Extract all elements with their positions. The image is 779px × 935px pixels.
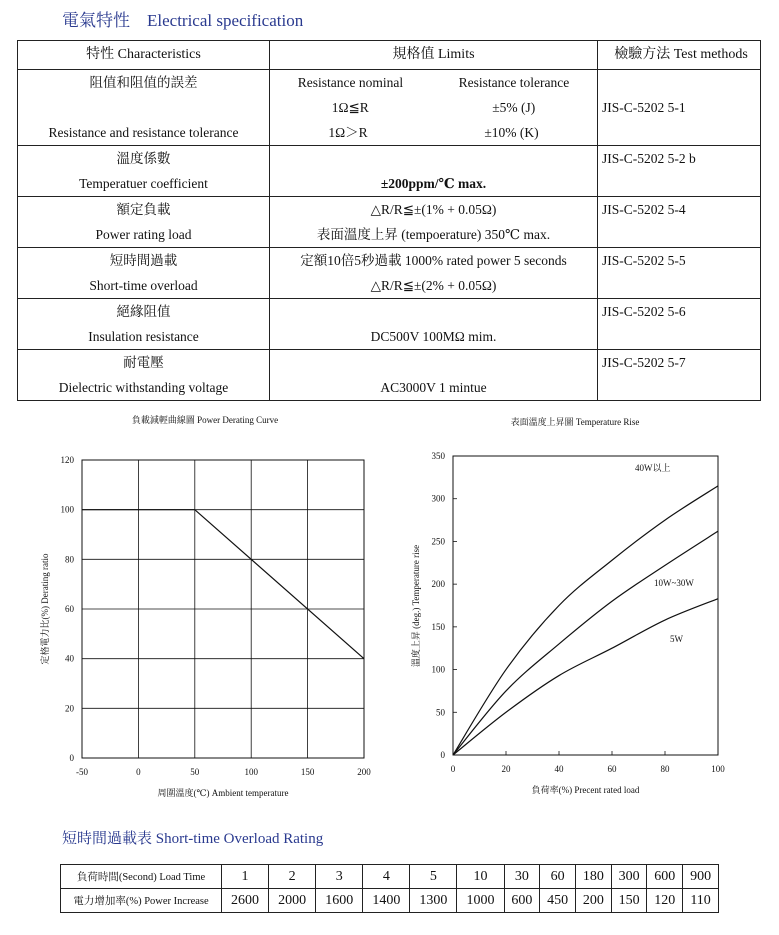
y-tick-label: 60 <box>65 604 74 614</box>
load-time-cell: 1 <box>222 865 269 889</box>
row-name-en: Temperatuer coefficient <box>79 176 208 191</box>
power-increase-row <box>61 889 719 913</box>
row-name-en: Short-time overload <box>89 278 198 293</box>
limit-value: ±5% (J) <box>492 100 536 115</box>
y-tick-label: 200 <box>431 579 445 590</box>
load-time-cell: 60 <box>540 865 576 889</box>
x-axis-label: 周圍溫度(℃) Ambient temperature <box>157 788 289 798</box>
power-increase-label: 電力增加率(%) Power Increase <box>61 889 222 913</box>
power-increase-cell: 110 <box>683 889 719 913</box>
load-time-cell: 180 <box>576 865 612 889</box>
header-limits: 規格值 Limits <box>270 41 598 70</box>
limit-value: △R/R≦±(1% + 0.05Ω) <box>370 202 497 217</box>
load-time-label: 負荷時間(Second) Load Time <box>61 865 222 889</box>
limit-value: AC3000V 1 mintue <box>380 380 487 395</box>
load-time-cell: 2 <box>269 865 316 889</box>
series-label: 10W~30W <box>654 578 694 588</box>
y-tick-label: 0 <box>69 753 74 763</box>
test-method: JIS-C-5202 5-5 <box>602 253 686 268</box>
power-increase-cell: 200 <box>576 889 612 913</box>
chart-title: 負載減輕曲線圖 Power Derating Curve <box>131 415 279 425</box>
power-increase-cell: 1400 <box>363 889 410 913</box>
x-tick-label: 0 <box>136 767 141 777</box>
x-tick-label: 60 <box>607 764 617 774</box>
limit-head-nominal: Resistance nominal <box>297 75 404 90</box>
row-name-zh: 額定負載 <box>116 202 171 217</box>
chart-title: 表面溫度上昇圖 Temperature Rise <box>510 417 640 427</box>
series-line <box>453 486 718 755</box>
power-increase-cell: 450 <box>540 889 576 913</box>
y-axis-label: 定格電力比(%) Derating ratio <box>40 553 50 665</box>
overload-title: 短時間過載表 Short-time Overload Rating <box>62 831 324 847</box>
header-characteristics: 特性 Characteristics <box>18 41 270 70</box>
x-tick-label: -50 <box>76 767 88 777</box>
test-method: JIS-C-5202 5-4 <box>602 202 686 217</box>
x-tick-label: 150 <box>300 767 315 777</box>
power-increase-cell: 600 <box>504 889 540 913</box>
y-tick-label: 50 <box>436 707 445 718</box>
load-time-cell: 300 <box>611 865 647 889</box>
limit-value: ±200ppm/℃ max. <box>380 176 487 191</box>
row-name-en: Power rating load <box>95 227 192 242</box>
overload-table <box>60 864 719 913</box>
limit-value: 1Ω＞R <box>328 125 368 140</box>
limit-value: DC500V 100MΩ mim. <box>370 329 497 344</box>
row-name-en: Resistance and resistance tolerance <box>48 125 239 140</box>
series-label: 40W以上 <box>635 463 671 473</box>
limit-value: 表面溫度上昇 (tempoerature) 350℃ max. <box>316 227 551 242</box>
test-method: JIS-C-5202 5-7 <box>602 355 686 370</box>
row-name-zh: 阻值和阻值的誤差 <box>89 75 198 90</box>
power-increase-cell: 1000 <box>457 889 504 913</box>
power-increase-cell: 150 <box>611 889 647 913</box>
x-tick-label: 50 <box>190 767 200 777</box>
power-increase-cell: 1600 <box>316 889 363 913</box>
y-tick-label: 300 <box>431 493 445 504</box>
power-increase-cell: 2600 <box>222 889 269 913</box>
limit-value: 定額10倍5秒過載 1000% rated power 5 seconds <box>300 253 567 268</box>
y-tick-label: 150 <box>431 621 445 632</box>
load-time-row <box>61 865 719 889</box>
y-tick-label: 250 <box>431 536 445 547</box>
row-name-en: Insulation resistance <box>88 329 199 344</box>
load-time-cell: 600 <box>647 865 683 889</box>
x-tick-label: 0 <box>450 764 456 774</box>
y-tick-label: 80 <box>65 554 74 565</box>
x-tick-label: 200 <box>357 767 371 777</box>
limit-value: △R/R≦±(2% + 0.05Ω) <box>370 278 497 293</box>
header-methods: 檢驗方法 Test methods <box>598 41 761 70</box>
load-time-cell: 4 <box>363 865 410 889</box>
power-increase-cell: 2000 <box>269 889 316 913</box>
x-tick-label: 20 <box>501 764 511 774</box>
test-method: JIS-C-5202 5-2 b <box>602 151 696 166</box>
load-time-cell: 10 <box>457 865 504 889</box>
test-method: JIS-C-5202 5-6 <box>602 304 686 319</box>
power-increase-cell: 120 <box>647 889 683 913</box>
limit-value: ±10% (K) <box>484 125 539 140</box>
series-line <box>82 510 364 659</box>
x-tick-label: 100 <box>711 764 725 774</box>
y-tick-label: 40 <box>65 653 74 664</box>
y-tick-label: 350 <box>431 451 445 461</box>
y-tick-label: 20 <box>65 703 74 714</box>
y-tick-label: 100 <box>431 664 445 675</box>
row-name-zh: 溫度係數 <box>116 151 171 166</box>
limit-head-tolerance: Resistance tolerance <box>458 75 570 90</box>
x-tick-label: 40 <box>554 764 564 774</box>
y-tick-label: 0 <box>440 750 445 760</box>
row-name-zh: 耐電壓 <box>123 355 164 370</box>
load-time-cell: 3 <box>316 865 363 889</box>
x-tick-label: 80 <box>660 764 670 774</box>
load-time-cell: 30 <box>504 865 540 889</box>
load-time-cell: 900 <box>683 865 719 889</box>
power-increase-cell: 1300 <box>410 889 457 913</box>
row-name-zh: 絕緣阻值 <box>116 304 171 319</box>
y-axis-label: 溫度上昇 (deg.) Temperature rise <box>411 544 421 668</box>
y-tick-label: 100 <box>60 504 74 515</box>
section-title: 電氣特性 Electrical specification <box>62 11 304 30</box>
limit-value: 1Ω≦R <box>331 100 369 115</box>
row-name-zh: 短時間過載 <box>109 253 178 268</box>
load-time-cell: 5 <box>410 865 457 889</box>
x-tick-label: 100 <box>244 767 258 777</box>
row-name-en: Dielectric withstanding voltage <box>58 380 229 395</box>
test-method: JIS-C-5202 5-1 <box>602 100 686 115</box>
y-tick-label: 120 <box>60 455 74 465</box>
plot-frame <box>453 456 718 755</box>
series-label: 5W <box>670 634 683 644</box>
x-axis-label: 負荷率(%) Precent rated load <box>531 785 640 795</box>
